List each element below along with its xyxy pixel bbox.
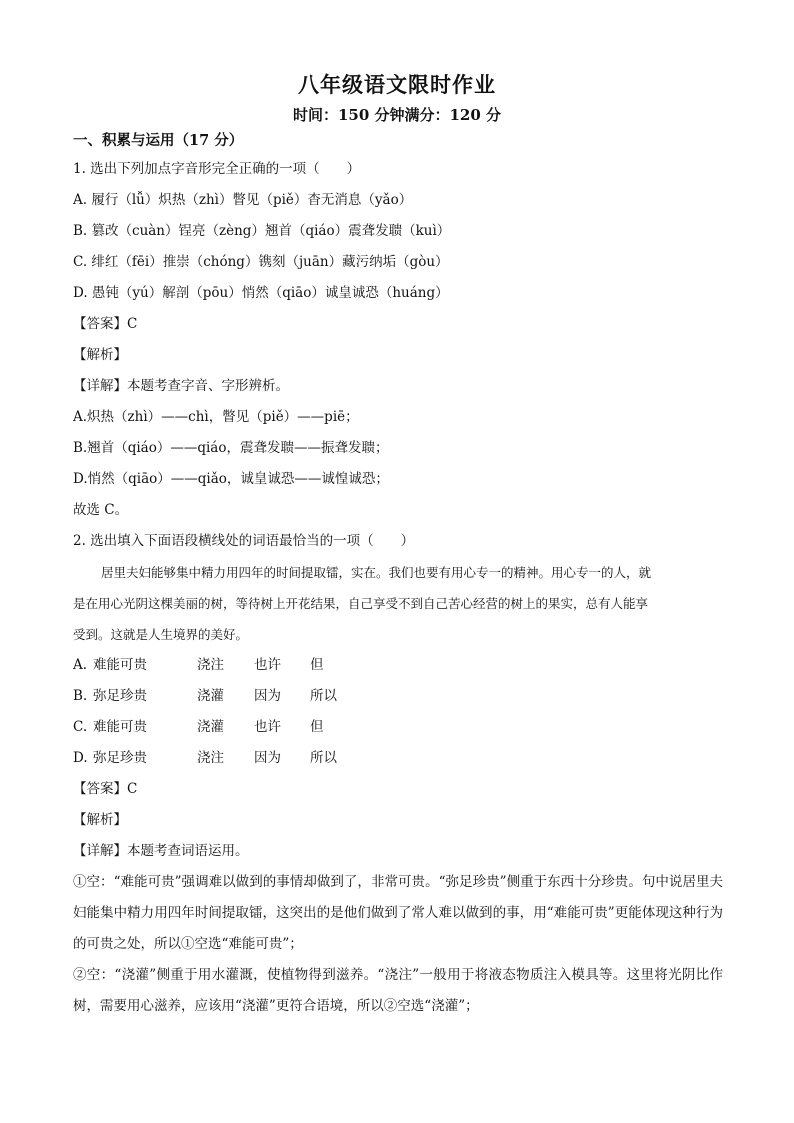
question-2-passage xyxy=(73,557,723,650)
document-body xyxy=(73,128,723,1022)
option-word: 浇注 xyxy=(197,657,224,673)
passage-line: 居里夫妇能够集中精力用四年的时间提取镭，实在。我们也要有用心专一的精神。用心专一的人，就 xyxy=(101,565,652,580)
page-subtitle: 时间：150 分钟满分：120 分 xyxy=(292,106,502,124)
question-1-explanation: A.炽热（zhì）——chì，瞥见（piě）——piē； xyxy=(73,409,359,425)
question-2-explanation-1: ①空：“难能可贵”强调难以做到的事情却做到了，非常可贵。“弥足珍贵”侧重于东西十分珍贵。句中说居里夫妇能集中精力用四年时间提取镭，这突出的是他们做到了常人难以做到的事，用“难能可贵”更能体现这种行为的可贵之处，所以①空选“难能可贵”； xyxy=(73,874,723,952)
option-label: C. xyxy=(73,719,88,735)
section-heading: 一、积累与运用（17 分） xyxy=(73,132,244,149)
option-word: 浇注 xyxy=(197,750,224,766)
option-word: 所以 xyxy=(310,750,337,766)
question-1-explanation: B.翘首（qiáo）——qiáo，震聋发聩——振聋发聩； xyxy=(73,440,389,456)
option-word: 也许 xyxy=(254,657,281,673)
question-2-option-a xyxy=(73,650,723,681)
question-2-analysis-label: 【解析】 xyxy=(73,812,127,828)
question-1-conclusion: 故选 C。 xyxy=(73,502,129,518)
option-word: 弥足珍贵 xyxy=(93,750,147,766)
option-word: 难能可贵 xyxy=(93,657,147,673)
option-label: D. xyxy=(73,750,88,766)
page-title: 八年级语文限时作业 xyxy=(298,72,496,97)
question-1-stem: 1. 选出下列加点字音形完全正确的一项（ ） xyxy=(73,161,361,177)
question-2-option-d xyxy=(73,743,723,774)
question-2-stem: 2. 选出填入下面语段横线处的词语最恰当的一项（ ） xyxy=(73,533,415,549)
question-1-explanation: D.悄然（qiāo）——qiǎo，诚皇诚恐——诚惶诚恐； xyxy=(73,471,389,487)
option-word: 因为 xyxy=(254,750,281,766)
option-word: 但 xyxy=(310,719,324,735)
question-2-option-b xyxy=(73,681,723,712)
passage-line: 是在用心光阴这棵美丽的树，等待树上开花结果，自己享受不到自己苦心经营的树上的果实，总有人能享 xyxy=(73,596,649,611)
question-2-answer: 【答案】C xyxy=(73,781,138,797)
option-word: 浇灌 xyxy=(197,719,224,735)
option-word: 难能可贵 xyxy=(93,719,147,735)
question-1-option-c: C. 绯红（fēi）推崇（chóng）镌刻（juān）藏污纳垢（gòu） xyxy=(73,254,449,270)
question-1-option-a: A. 履行（lǚ）炽热（zhì）瞥见（piě）杳无消息（yǎo） xyxy=(73,192,413,208)
option-word: 因为 xyxy=(254,688,281,704)
question-2-detail: 【详解】本题考查词语运用。 xyxy=(73,843,249,859)
question-1-detail: 【详解】本题考查字音、字形辨析。 xyxy=(73,378,289,394)
option-word: 但 xyxy=(310,657,324,673)
option-word: 所以 xyxy=(310,688,337,704)
question-2-option-c xyxy=(73,712,723,743)
option-word: 也许 xyxy=(254,719,281,735)
question-1-option-d: D. 愚钝（yú）解剖（pōu）悄然（qiāo）诚皇诚恐（huáng） xyxy=(73,285,449,301)
option-word: 浇灌 xyxy=(197,688,224,704)
option-label: B. xyxy=(73,688,88,704)
question-2-explanation-2: ②空：“浇灌”侧重于用水灌溉，使植物得到滋养。“浇注”一般用于将液态物质注入模具等。这里将光阴比作树，需要用心滋养，应该用“浇灌”更符合语境，所以②空选“浇灌”； xyxy=(73,967,723,1014)
question-1-option-b: B. 篡改（cuàn）锃亮（zèng）翘首（qiáo）震聋发聩（kuì） xyxy=(73,223,451,239)
question-1-answer: 【答案】C xyxy=(73,316,138,332)
passage-line: 受到。这就是人生境界的美好。 xyxy=(73,627,249,642)
question-1-analysis-label: 【解析】 xyxy=(73,347,127,363)
option-label: A. xyxy=(73,657,88,673)
option-word: 弥足珍贵 xyxy=(93,688,147,704)
